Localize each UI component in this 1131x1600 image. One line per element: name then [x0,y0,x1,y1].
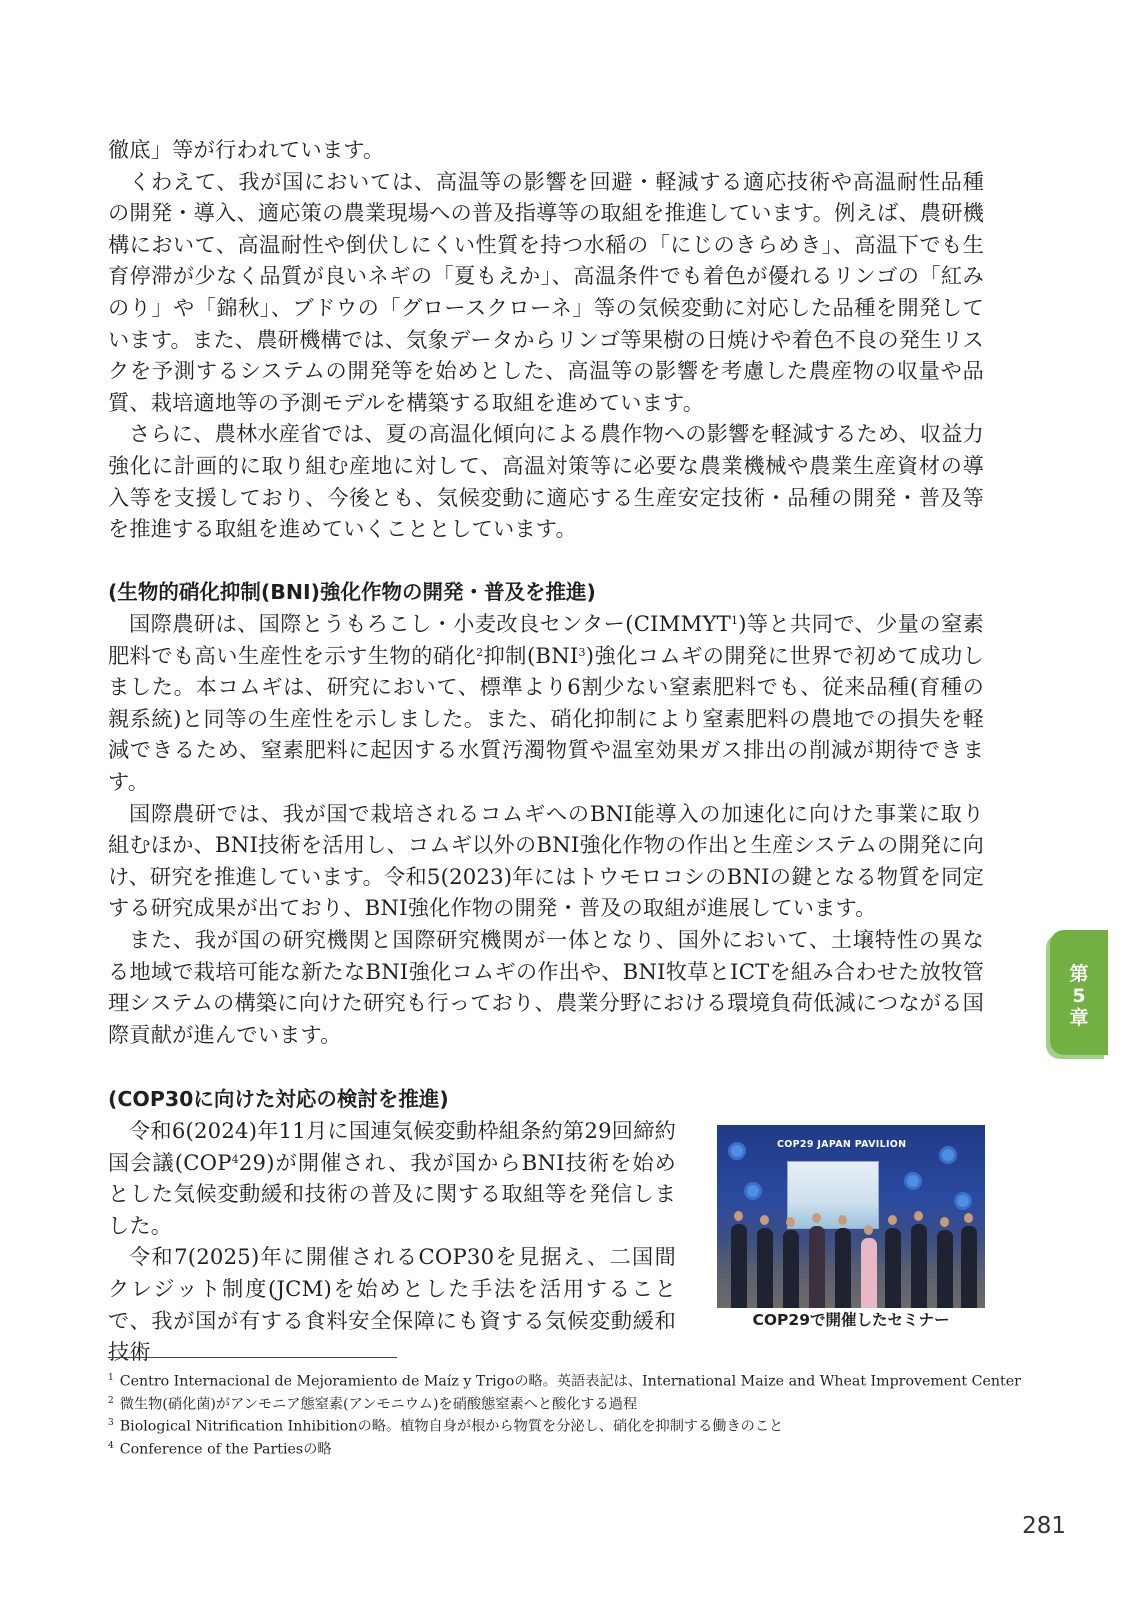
pavilion-banner: COP29 JAPAN PAVILION [777,1139,907,1150]
person-head [888,1215,897,1225]
person-head [734,1211,743,1221]
decor-flower [731,1145,743,1157]
person-figure [885,1228,901,1308]
person-figure [835,1228,851,1308]
text-run: )強化コムギの開発に世界で初めて成功しました。本コムギは、研究において、標準より6割少ない窒素肥料でも、従来品種(育種の親系統)と同等の生産性を示しました。また、硝化抑制により窒素肥料の農地での損失を軽減できるため、窒素肥料に起因する水質汚濁物質や温室効果ガス排出の削減が期待できます。 [108,642,985,794]
text-run: 29)が開催され、我が国からBNI技術を始めとした気候変動緩和技術の普及に関する取組等を発信しました。 [108,1149,676,1238]
decor-flower [747,1185,759,1197]
chapter-tab-label: 章 [1069,1007,1089,1029]
chapter-tab[interactable] [1050,930,1108,1055]
chapter-tab-label: 第 [1069,963,1089,985]
footnotes [108,1369,1021,1460]
footnote-ref[interactable]: 4 [231,1152,239,1166]
footnote-number: 2 [108,1395,114,1406]
footnote-text: 微生物(硝化菌)がアンモニア態窒素(アンモニウム)を硝酸態窒素へと酸化する過程 [119,1396,638,1413]
presentation-screen [787,1161,879,1229]
decor-flower [957,1195,969,1207]
footnote-item [108,1414,988,1437]
footnote-ref[interactable]: 2 [476,645,484,659]
chapter-tab-number: 5 [1072,985,1086,1007]
footnote-text: Biological Nitrification Inhibitionの略。植物自身が根から物質を分泌し、硝化を抑制する働きのこと [119,1419,784,1436]
footnote-number: 4 [108,1441,114,1452]
section-bni-text [108,608,984,1050]
footnote-item [108,1437,988,1460]
paragraph [108,1115,676,1241]
footnote-item [108,1392,988,1415]
footnote-text: Centro Internacional de Mejoramiento de Maíz y Trigoの略。英語表記は、International Maize and Wheat Improvement Center [119,1373,1021,1390]
person-figure [783,1230,799,1308]
text-run: 令和6(2024)年11月に国連気候変動枠組条約第29回締約国会議(COP [108,1118,676,1175]
section-heading-cop30: (COP30に向けた対応の検討を推進) [108,1087,449,1111]
person-head [964,1213,973,1223]
section-continued-text [108,134,984,545]
footnote-divider [108,1357,397,1358]
footnote-text: Conference of the Partiesの略 [119,1441,332,1458]
text-run: 抑制(BNI [483,642,579,668]
section-heading-bni: (生物的硝化抑制(BNI)強化作物の開発・普及を推進) [108,580,596,604]
person-head [812,1213,821,1223]
footnote-item [108,1369,1021,1392]
footnote-number: 3 [108,1418,114,1429]
text-run: 国際農研は、国際とうもろこし・小麦改良センター(CIMMYT [129,611,731,636]
paragraph: さらに、農林水産省では、夏の高温化傾向による農作物への影響を軽減するため、収益力強化に計画的に取り組む産地に対して、高温対策等に必要な農業機械や農業生産資材の導入等を支援しており、今後とも、気候変動に適応する生産安定技術・品種の開発・普及等を推進する取組を進めていくこととしています。 [108,421,984,542]
paragraph: 令和7(2025)年に開催されるCOP30を見据え、二国間クレジット制度(JCM)を始めとした手法を活用することで、我が国が有する食料安全保障にも資する気候変動緩和技術 [108,1244,676,1365]
person-head [760,1215,769,1225]
person-figure [937,1230,953,1308]
person-figure [809,1226,825,1308]
person-figure [911,1224,927,1308]
paragraph: 国際農研では、我が国で栽培されるコムギへのBNI能導入の加速化に向けた事業に取り組むほか、BNI技術を活用し、コムギ以外のBNI強化作物の作出と生産システムの開発に向け、研究を推進しています。令和5(2023)年にはトウモロコシのBNIの鍵となる物質を同定する研究成果が出ており、BNI強化作物の開発・普及の取組が進展しています。 [108,800,984,921]
person-head [786,1217,795,1227]
person-figure [961,1226,977,1308]
person-head [864,1225,873,1235]
photo-caption: COP29で開催したセミナー [752,1311,950,1329]
person-figure [861,1238,877,1308]
seminar-photo [717,1125,985,1308]
paragraph: くわえて、我が国においては、高温等の影響を回避・軽減する適応技術や高温耐性品種の開発・導入、適応策の農業現場への普及指導等の取組を推進しています。例えば、農研機構において、高温耐性や倒伏しにくい性質を持つ水稲の「にじのきらめき」、高温下でも生育停滞が少なく品質が良いネギの「夏もえか」、高温条件でも着色が優れるリンゴの「紅みのり」や「錦秋」、ブドウの「グロースクローネ」等の気候変動に対応した品種を開発しています。また、農研機構では、気象データからリンゴ等果樹の日焼けや着色不良の発生リスクを予測するシステムの開発等を始めとした、高温等の影響を考慮した農産物の収量や品質、栽培適地等の予測モデルを構築する取組を進めています。 [108,168,984,415]
person-head [838,1215,847,1225]
page-number: 281 [1022,1513,1066,1539]
person-head [914,1211,923,1221]
footnote-ref[interactable]: 3 [578,645,586,659]
footnote-ref[interactable]: 1 [731,614,739,627]
section-cop30-text [108,1115,676,1368]
paragraph [108,608,984,798]
paragraph: 徹底」等が行われています。 [108,137,385,162]
decor-flower [907,1175,919,1187]
decor-flower [942,1149,954,1161]
person-head [940,1217,949,1227]
person-figure [731,1224,747,1308]
person-figure [757,1228,773,1308]
text-run: )等と共同で、少量の窒素肥料でも高い生産性を示す生物的硝化 [108,611,984,668]
footnote-number: 1 [108,1373,114,1383]
paragraph: また、我が国の研究機関と国際研究機関が一体となり、国外において、土壌特性の異なる地域で栽培可能な新たなBNI強化コムギの作出や、BNI牧草とICTを組み合わせた放牧管理システムの構築に向けた研究も行っており、農業分野における環境負荷低減につながる国際貢献が進んでいます。 [108,926,984,1047]
